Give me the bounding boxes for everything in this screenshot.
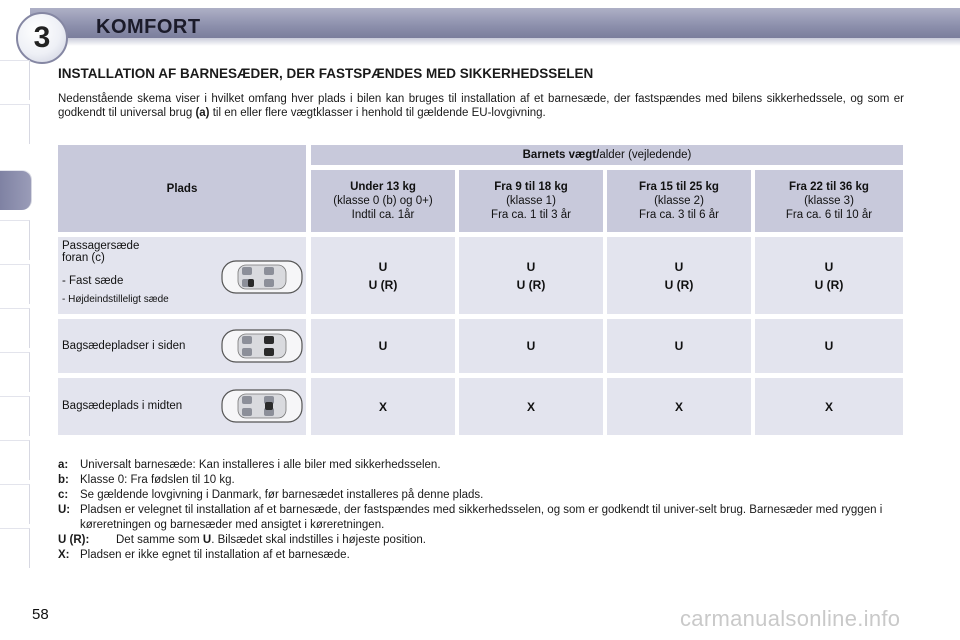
footnote-text: Klasse 0: Fra fødslen til 10 kg. [80, 474, 235, 486]
page-number: 58 [32, 606, 49, 623]
table-cell [311, 237, 455, 314]
row-label-front [62, 240, 139, 264]
footnote-text: Det samme som [116, 534, 203, 546]
footnote-text: Universalt barnesæde: Kan installeres i alle biler med sikkerhedsselen. [80, 459, 441, 471]
intro-footnote-ref: (a) [195, 107, 210, 119]
cell-value: U [674, 259, 684, 274]
footnote-key: X: [58, 549, 70, 561]
column-title: Under 13 kg [350, 181, 416, 193]
footnote-key: U (R): [58, 534, 90, 546]
column-title: Fra 15 til 25 kg [639, 181, 719, 193]
table-cell [607, 378, 751, 435]
footnote-key: U: [58, 504, 71, 516]
row-label-line: foran (c) [62, 252, 105, 264]
cell-value: U [526, 339, 536, 353]
footnote [58, 503, 908, 533]
footnote-text: Pladsen er velegnet til installation af et barnesæde, der fastspændes med sikkerhedsselen, og som er godkendt til univer-selt brug. Barnesæder med ryggen i køreretningen og barnesæder med ansigtet i køreretningen. [80, 504, 883, 531]
intro-paragraph [58, 92, 904, 120]
column-age: Indtil ca. 1år [351, 209, 415, 221]
column-header [459, 170, 603, 232]
chapter-tab[interactable] [0, 220, 30, 260]
cell-value: U (R) [368, 277, 398, 292]
table-row-label [58, 319, 306, 373]
column-class: (klasse 0 (b) og 0+) [333, 195, 433, 207]
column-class: (klasse 3) [804, 195, 854, 207]
weight-header-rest: alder (vejledende) [599, 149, 692, 161]
table-cell [607, 319, 751, 373]
header-band-shadow [40, 38, 960, 46]
cell-value: U [824, 339, 834, 353]
table-cell [459, 319, 603, 373]
footnote [58, 548, 908, 563]
footnote-text: Se gældende lovgivning i Danmark, før barnesædet installeres på denne plads. [80, 489, 484, 501]
weight-header-bold: Barnets vægt/ [522, 149, 600, 161]
cell-value: U [674, 339, 684, 353]
cell-value: U (R) [516, 277, 546, 292]
row-sublabel-adjustable-seat: - Højdeindstilleligt sæde [62, 294, 169, 305]
footnote-key: b: [58, 474, 69, 486]
table-cell [311, 378, 455, 435]
car-seat-diagram-icon [220, 386, 304, 426]
cell-value: X [526, 399, 535, 414]
car-seat-diagram-icon [220, 326, 304, 366]
footnotes [58, 458, 908, 563]
table-row-label [58, 378, 306, 435]
footnote-text-bold: U [202, 534, 212, 546]
row-label-rear-side: Bagsædepladser i siden [62, 340, 186, 352]
table-cell [607, 237, 751, 314]
footnote [58, 473, 908, 488]
chapter-tab[interactable] [0, 104, 30, 144]
cell-value: U [378, 339, 388, 353]
footnote [58, 458, 908, 473]
place-header [58, 145, 306, 232]
chapter-tab[interactable] [0, 308, 30, 348]
chapter-tab[interactable] [0, 264, 30, 304]
column-class: (klasse 1) [506, 195, 556, 207]
column-class: (klasse 2) [654, 195, 704, 207]
footnote-text: Pladsen er ikke egnet til installation af et barnesæde. [80, 549, 350, 561]
footnote [58, 488, 908, 503]
car-seat-diagram-icon [220, 257, 304, 297]
column-title: Fra 22 til 36 kg [789, 181, 869, 193]
intro-text-end: til en eller flere vægtklasser i henhold til gældende EU-lovgivning. [209, 107, 546, 119]
chapter-tab[interactable] [0, 440, 30, 480]
cell-value: U [824, 259, 834, 274]
chapter-tab[interactable] [0, 528, 30, 568]
chapter-tab[interactable] [0, 484, 30, 524]
column-title: Fra 9 til 18 kg [494, 181, 568, 193]
chapter-tab[interactable] [0, 352, 30, 392]
cell-value: U [378, 259, 388, 274]
cell-value: U (R) [664, 277, 694, 292]
cell-value: U (R) [814, 277, 844, 292]
chapter-tab[interactable] [0, 60, 30, 100]
table-cell [755, 378, 903, 435]
weight-header [311, 145, 903, 165]
table-cell [459, 378, 603, 435]
column-age: Fra ca. 6 til 10 år [785, 209, 873, 221]
table-cell [311, 319, 455, 373]
table-row-label [58, 237, 306, 314]
column-header [607, 170, 751, 232]
cell-value: X [378, 399, 387, 414]
cell-value: X [674, 399, 683, 414]
column-header [755, 170, 903, 232]
row-sublabel-fixed-seat: - Fast sæde [62, 275, 124, 287]
footnote [58, 533, 908, 548]
chapter-tab[interactable] [0, 396, 30, 436]
row-label-rear-middle: Bagsædeplads i midten [62, 400, 183, 412]
row-label-line: Passagersæde [62, 240, 140, 252]
column-age: Fra ca. 3 til 6 år [639, 209, 719, 221]
chapter-number-badge: 3 [16, 12, 68, 64]
cell-value: U [526, 259, 536, 274]
table-cell [755, 319, 903, 373]
section-title: INSTALLATION AF BARNESÆDER, DER FASTSPÆNDES MED SIKKERHEDSSELEN [58, 66, 594, 81]
table-cell [459, 237, 603, 314]
chapter-tab-active[interactable] [0, 170, 32, 210]
cell-value: X [824, 399, 833, 414]
place-header-label: Plads [166, 182, 198, 195]
footnote-key: c: [58, 489, 69, 501]
footnote-text: . Bilsædet skal indstilles i højeste position. [211, 534, 426, 546]
chapter-header [0, 0, 960, 54]
table-cell [755, 237, 903, 314]
footnote-key: a: [58, 459, 69, 471]
intro-text: Nedenstående skema viser i hvilket omfang hver plads i bilen kan bruges til installation af et barnesæde, der fastspændes med bilens sikkerhedssele, og som er godkendt til universal brug [58, 93, 904, 119]
column-header [311, 170, 455, 232]
chapter-tabs [0, 60, 34, 580]
chapter-title: KOMFORT [96, 16, 201, 38]
watermark: carmanualsonline.info [680, 606, 901, 631]
column-age: Fra ca. 1 til 3 år [491, 209, 571, 221]
